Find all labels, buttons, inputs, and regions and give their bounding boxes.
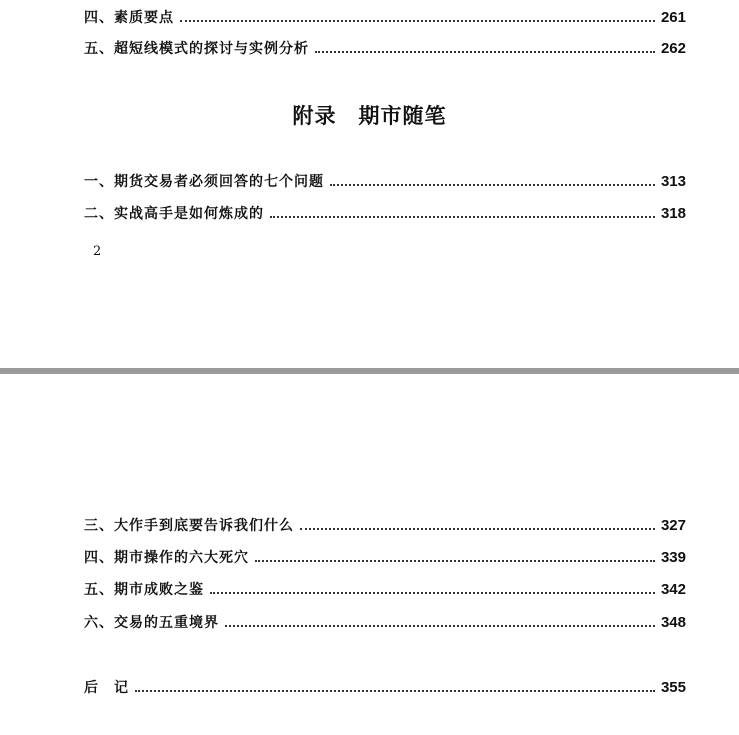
toc-leader-dots [270, 214, 655, 218]
toc-entry-title: 二、实战高手是如何炼成的 [84, 206, 264, 222]
toc-leader-dots [255, 558, 655, 562]
toc-leader-dots [315, 49, 655, 53]
toc-leader-dots [330, 182, 655, 186]
toc-entry-title: 四、期市操作的六大死穴 [84, 550, 249, 566]
toc-entry [84, 202, 686, 224]
toc-leader-dots [210, 590, 655, 594]
toc-entry [84, 514, 686, 536]
toc-entry-title: 一、期货交易者必须回答的七个问题 [84, 174, 324, 190]
toc-entry-title: 后 记 [84, 680, 129, 696]
page-number: 2 [93, 244, 102, 259]
toc-entry-page: 313 [660, 172, 686, 190]
toc-leader-dots [300, 526, 655, 530]
toc-entry [84, 37, 686, 59]
toc-entry [84, 6, 686, 28]
appendix-heading [0, 100, 739, 130]
page-divider [0, 368, 739, 374]
toc-entry [84, 578, 686, 600]
toc-entry-page: 339 [660, 548, 686, 566]
toc-leader-dots [135, 688, 655, 692]
toc-entry-title: 五、期市成败之鉴 [84, 582, 204, 598]
toc-entry-title: 五、超短线模式的探讨与实例分析 [84, 41, 309, 57]
toc-entry-title: 六、交易的五重境界 [84, 615, 219, 631]
bottom-page [0, 376, 739, 735]
toc-entry [84, 611, 686, 633]
toc-entry-page: 261 [660, 8, 686, 26]
toc-entry [84, 170, 686, 192]
toc-entry-page: 348 [660, 613, 686, 631]
toc-entry-page: 318 [660, 204, 686, 222]
toc-entry-page: 342 [660, 580, 686, 598]
toc-entry-title: 三、大作手到底要告诉我们什么 [84, 518, 294, 534]
toc-leader-dots [180, 18, 655, 22]
toc-entry-page: 262 [660, 39, 686, 57]
appendix-title: 期市随笔 [358, 104, 447, 128]
toc-entry-page: 327 [660, 516, 686, 534]
toc-entry-afterword [84, 676, 686, 698]
appendix-label: 附录 [292, 104, 337, 128]
toc-entry-page: 355 [660, 678, 686, 696]
toc-entry-title: 四、素质要点 [84, 10, 174, 26]
toc-entry [84, 546, 686, 568]
toc-leader-dots [225, 623, 655, 627]
